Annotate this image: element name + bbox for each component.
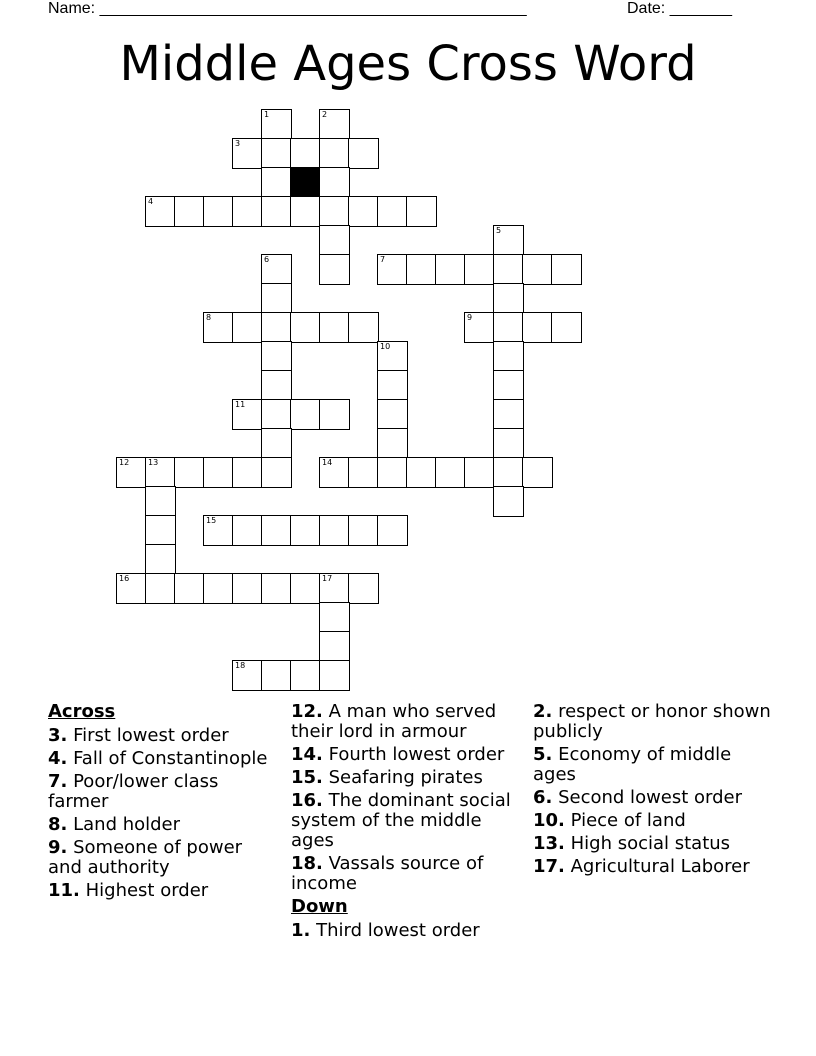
clue-text: High social status (564, 833, 731, 854)
clues-column-1 (48, 702, 278, 904)
grid-cell[interactable] (261, 109, 292, 140)
grid-cell[interactable] (377, 370, 408, 401)
clue-number: 5. (533, 744, 553, 765)
clue (533, 702, 773, 742)
grid-cell[interactable] (261, 428, 292, 459)
clue-number: 8 (206, 313, 212, 322)
clue (48, 815, 278, 835)
clue-number: 15 (206, 516, 217, 525)
grid-cell[interactable] (145, 486, 176, 517)
grid-cell[interactable] (319, 457, 350, 488)
grid-cell[interactable] (203, 196, 234, 227)
across-clue-list (48, 726, 278, 901)
clue (533, 834, 773, 854)
clues-column-2 (291, 702, 523, 944)
clue-text: Third lowest order (310, 920, 480, 941)
clue-number: 8. (48, 814, 68, 835)
grid-cell[interactable] (319, 225, 350, 256)
clue (48, 772, 278, 812)
grid-cell[interactable] (493, 457, 524, 488)
grid-cell[interactable] (116, 457, 147, 488)
grid-cell[interactable] (290, 138, 321, 169)
grid-cell[interactable] (232, 457, 263, 488)
grid-cell[interactable] (377, 254, 408, 285)
clue-number: 17. (533, 856, 565, 877)
down-clue-list (291, 921, 523, 941)
grid-cell[interactable] (319, 109, 350, 140)
grid-cell[interactable] (493, 428, 524, 459)
grid-cell[interactable] (261, 660, 292, 691)
grid-cell[interactable] (348, 573, 379, 604)
clue-text: Fourth lowest order (322, 744, 505, 765)
clue (533, 857, 773, 877)
grid-cell[interactable] (261, 399, 292, 430)
grid-cell[interactable] (406, 196, 437, 227)
grid-cell[interactable] (232, 515, 263, 546)
clue (533, 745, 773, 785)
clue-number: 14. (291, 744, 323, 765)
grid-cell[interactable] (232, 399, 263, 430)
clue-number: 6 (264, 255, 270, 264)
grid-cell[interactable] (145, 544, 176, 575)
grid-cell[interactable] (290, 196, 321, 227)
grid-cell[interactable] (261, 312, 292, 343)
clue-number: 5 (496, 226, 502, 235)
grid-cell[interactable] (319, 631, 350, 662)
clue (291, 745, 523, 765)
grid-cell[interactable] (493, 399, 524, 430)
grid-cell[interactable] (493, 283, 524, 314)
grid-cell[interactable] (406, 254, 437, 285)
grid-cell[interactable] (174, 196, 205, 227)
clue-text: Agricultural Laborer (564, 856, 750, 877)
grid-cell[interactable] (261, 196, 292, 227)
clue-number: 2. (533, 701, 553, 722)
clue-text: Piece of land (564, 810, 686, 831)
grid-cell[interactable] (348, 515, 379, 546)
clue (533, 811, 773, 831)
name-field: Name: ________________________________________________ (48, 0, 527, 17)
clue-number: 15. (291, 767, 323, 788)
grid-cell[interactable] (261, 341, 292, 372)
clue-number: 16. (291, 790, 323, 811)
clue-number: 1. (291, 920, 311, 941)
across-clue-list-continued (291, 702, 523, 894)
clue-number: 6. (533, 787, 553, 808)
across-heading: Across (48, 701, 116, 722)
clue (48, 749, 278, 769)
grid-cell[interactable] (522, 457, 553, 488)
clue (291, 921, 523, 941)
black-cell (290, 167, 321, 198)
grid-cell[interactable] (348, 196, 379, 227)
grid-cell[interactable] (203, 457, 234, 488)
clue-number: 16 (119, 574, 130, 583)
clue-text: A man who served their lord in armour (291, 701, 497, 742)
grid-cell[interactable] (145, 515, 176, 546)
grid-cell[interactable] (290, 515, 321, 546)
grid-cell[interactable] (232, 196, 263, 227)
clue-number: 3. (48, 725, 68, 746)
clue (291, 791, 523, 851)
date-field: Date: _______ (627, 0, 732, 17)
grid-cell[interactable] (522, 312, 553, 343)
grid-cell[interactable] (261, 573, 292, 604)
grid-cell[interactable] (551, 254, 582, 285)
clue-number: 9. (48, 837, 68, 858)
grid-cell[interactable] (290, 573, 321, 604)
grid-cell[interactable] (145, 573, 176, 604)
clue-text: The dominant social system of the middle ages (291, 790, 511, 851)
grid-cell[interactable] (203, 573, 234, 604)
grid-cell[interactable] (319, 602, 350, 633)
grid-cell[interactable] (493, 341, 524, 372)
clue-number: 12 (119, 458, 130, 467)
grid-cell[interactable] (290, 312, 321, 343)
grid-cell[interactable] (290, 660, 321, 691)
clue-number: 7 (380, 255, 386, 264)
clue-text: Poor/lower class farmer (48, 771, 219, 812)
grid-cell[interactable] (435, 457, 466, 488)
clue-text: Economy of middle ages (533, 744, 732, 785)
grid-cell[interactable] (261, 457, 292, 488)
grid-cell[interactable] (493, 225, 524, 256)
grid-cell[interactable] (290, 399, 321, 430)
clue-number: 11. (48, 880, 80, 901)
grid-cell[interactable] (319, 312, 350, 343)
grid-cell[interactable] (377, 399, 408, 430)
clue (533, 788, 773, 808)
clue-number: 9 (467, 313, 473, 322)
grid-cell[interactable] (261, 370, 292, 401)
page-title: Middle Ages Cross Word (119, 36, 697, 92)
clue-number: 10 (380, 342, 391, 351)
grid-cell[interactable] (232, 573, 263, 604)
clue-text: Someone of power and authority (48, 837, 243, 878)
clue-number: 1 (264, 110, 270, 119)
grid-cell[interactable] (377, 428, 408, 459)
clue-number: 18. (291, 853, 323, 874)
grid-cell[interactable] (261, 138, 292, 169)
grid-cell[interactable] (319, 254, 350, 285)
clue-number: 7. (48, 771, 68, 792)
grid-cell[interactable] (377, 196, 408, 227)
grid-cell[interactable] (348, 457, 379, 488)
clue (48, 838, 278, 878)
grid-cell[interactable] (261, 254, 292, 285)
grid-cell[interactable] (203, 515, 234, 546)
clue-text: Seafaring pirates (322, 767, 483, 788)
clue-text: respect or honor shown publicly (533, 701, 771, 742)
grid-cell[interactable] (261, 515, 292, 546)
clue-text: Land holder (67, 814, 181, 835)
grid-cell[interactable] (522, 254, 553, 285)
grid-cell[interactable] (348, 312, 379, 343)
grid-cell[interactable] (232, 312, 263, 343)
grid-cell[interactable] (493, 254, 524, 285)
clue-number: 13. (533, 833, 565, 854)
clue (291, 702, 523, 742)
clue-number: 18 (235, 661, 246, 670)
grid-cell[interactable] (464, 254, 495, 285)
clue-number: 4. (48, 748, 68, 769)
grid-cell[interactable] (174, 573, 205, 604)
grid-cell[interactable] (261, 283, 292, 314)
grid-cell[interactable] (493, 312, 524, 343)
grid-cell[interactable] (232, 138, 263, 169)
clue-number: 12. (291, 701, 323, 722)
clue (291, 854, 523, 894)
grid-cell[interactable] (377, 341, 408, 372)
clue-text: Fall of Constantinople (67, 748, 268, 769)
grid-cell[interactable] (348, 138, 379, 169)
grid-cell[interactable] (464, 312, 495, 343)
clue-text: First lowest order (67, 725, 229, 746)
clue (291, 768, 523, 788)
grid-cell[interactable] (435, 254, 466, 285)
clues-column-3 (533, 702, 773, 880)
grid-cell[interactable] (319, 515, 350, 546)
clue (48, 726, 278, 746)
clue-number: 11 (235, 400, 246, 409)
clue-number: 17 (322, 574, 333, 583)
grid-cell[interactable] (145, 457, 176, 488)
clue-text: Highest order (79, 880, 209, 901)
grid-cell[interactable] (493, 370, 524, 401)
grid-cell[interactable] (551, 312, 582, 343)
clue-number: 14 (322, 458, 333, 467)
grid-cell[interactable] (319, 138, 350, 169)
grid-cell[interactable] (319, 399, 350, 430)
grid-cell[interactable] (319, 573, 350, 604)
grid-cell[interactable] (261, 167, 292, 198)
grid-cell[interactable] (232, 660, 263, 691)
clue-number: 13 (148, 458, 159, 467)
clue-number: 4 (148, 197, 154, 206)
clue (48, 881, 278, 901)
grid-cell[interactable] (406, 457, 437, 488)
grid-cell[interactable] (464, 457, 495, 488)
grid-cell[interactable] (116, 573, 147, 604)
down-heading: Down (291, 896, 348, 917)
grid-cell[interactable] (174, 457, 205, 488)
clue-number: 2 (322, 110, 328, 119)
clue-number: 10. (533, 810, 565, 831)
clue-text: Second lowest order (552, 787, 743, 808)
clue-number: 3 (235, 139, 241, 148)
grid-cell[interactable] (203, 312, 234, 343)
down-clue-list-continued (533, 702, 773, 877)
grid-cell[interactable] (145, 196, 176, 227)
grid-cell[interactable] (377, 457, 408, 488)
grid-cell[interactable] (377, 515, 408, 546)
grid-cell[interactable] (493, 486, 524, 517)
clue-text: Vassals source of income (291, 853, 484, 894)
grid-cell[interactable] (319, 196, 350, 227)
grid-cell[interactable] (319, 660, 350, 691)
grid-cell[interactable] (319, 167, 350, 198)
